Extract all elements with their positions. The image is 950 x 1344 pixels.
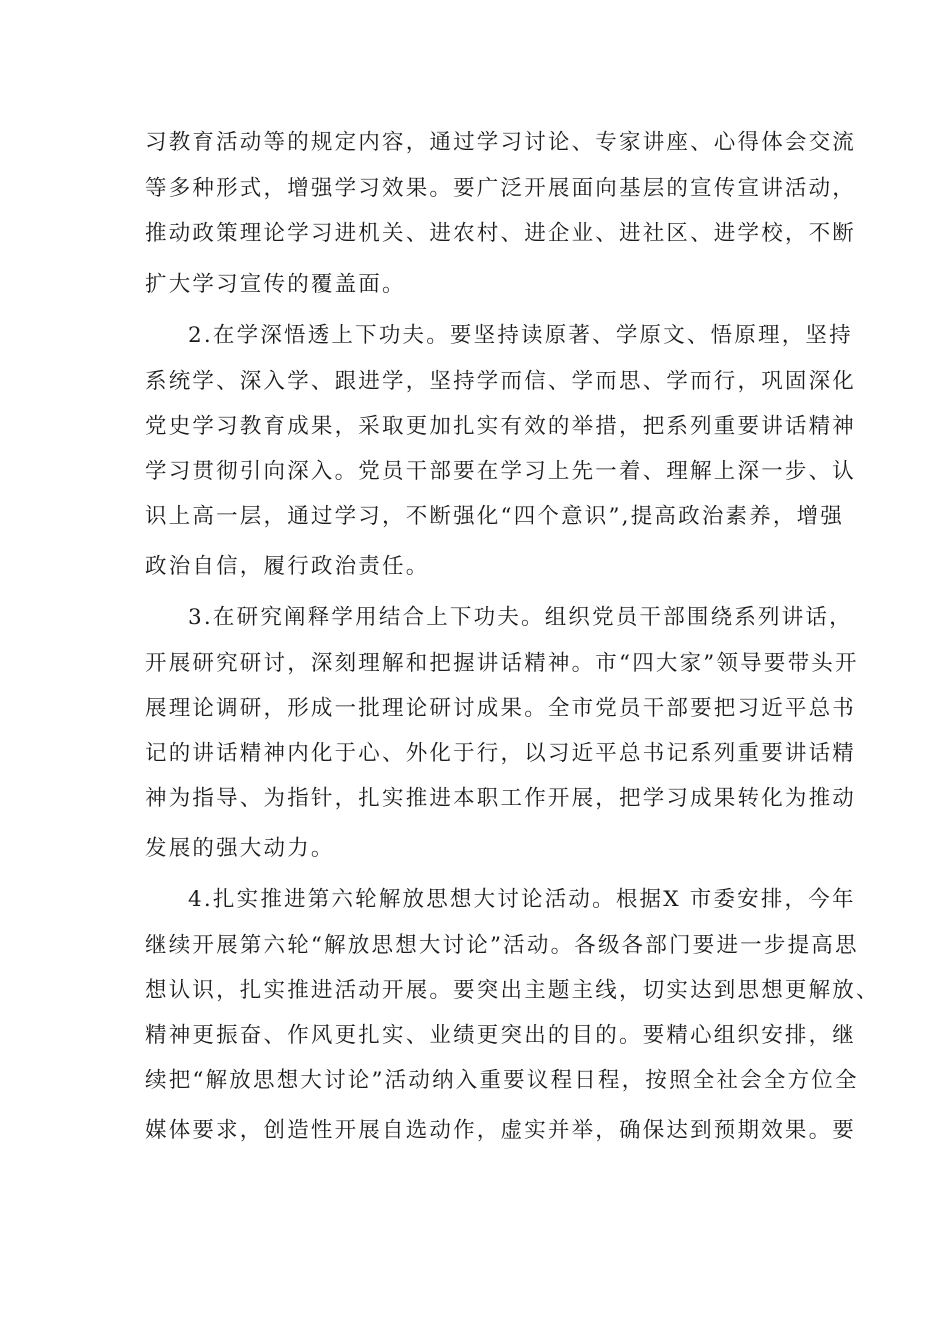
text-line: 继续开展第六轮“解放思想大讨论”活动。各级各部门要进一步提高思 — [145, 933, 859, 958]
text-line: 记的讲话精神内化于心、外化于行，以习近平总书记系列重要讲话精 — [145, 741, 857, 766]
text-line: 续把“解放思想大讨论”活动纳入重要议程日程，按照全社会全方位全 — [145, 1068, 859, 1093]
text-line: 精神更振奋、作风更扎实、业绩更突出的目的。要精心组织安排，继 — [145, 1023, 857, 1048]
text-line: 等多种形式，增强学习效果。要广泛开展面向基层的宣传宣讲活动， — [145, 176, 857, 201]
text-line: 展理论调研，形成一批理论研讨成果。全市党员干部要把习近平总书 — [145, 696, 857, 721]
text-line: 4.扎实推进第六轮解放思想大讨论活动。根据X 市委安排，今年 — [188, 887, 856, 912]
text-line: 党史学习教育成果，采取更加扎实有效的举措，把系列重要讲话精神 — [145, 414, 857, 439]
text-line: 扩大学习宣传的覆盖面。 — [145, 272, 406, 297]
text-line: 学习贯彻引向深入。党员干部要在学习上先一着、理解上深一步、认 — [145, 459, 857, 484]
text-line: 开展研究研讨，深刻理解和把握讲话精神。市“四大家”领导要带头开 — [145, 651, 859, 676]
text-line: 政治自信，履行政治责任。 — [145, 554, 430, 579]
text-line: 发展的强大动力。 — [145, 836, 335, 861]
text-line: 识上高一层，通过学习，不断强化“四个意识”,提高政治素养，增强 — [145, 504, 845, 529]
text-line: 2.在学深悟透上下功夫。要坚持读原著、学原文、悟原理，坚持 — [188, 323, 853, 348]
text-line: 推动政策理论学习进机关、进农村、进企业、进社区、进学校，不断 — [145, 221, 857, 246]
text-line: 3.在研究阐释学用结合上下功夫。组织党员干部围绕系列讲话， — [188, 605, 853, 630]
text-line: 神为指导、为指针，扎实推进本职工作开展，把学习成果转化为推动 — [145, 786, 857, 811]
text-line: 想认识，扎实推进活动开展。要突出主题主线，切实达到思想更解放、 — [145, 978, 880, 1003]
text-line: 系统学、深入学、跟进学，坚持学而信、学而思、学而行，巩固深化 — [145, 369, 857, 394]
text-line: 习教育活动等的规定内容，通过学习讨论、专家讲座、心得体会交流 — [145, 130, 857, 155]
text-line: 媒体要求，创造性开展自选动作，虚实并举，确保达到预期效果。要 — [145, 1118, 857, 1143]
